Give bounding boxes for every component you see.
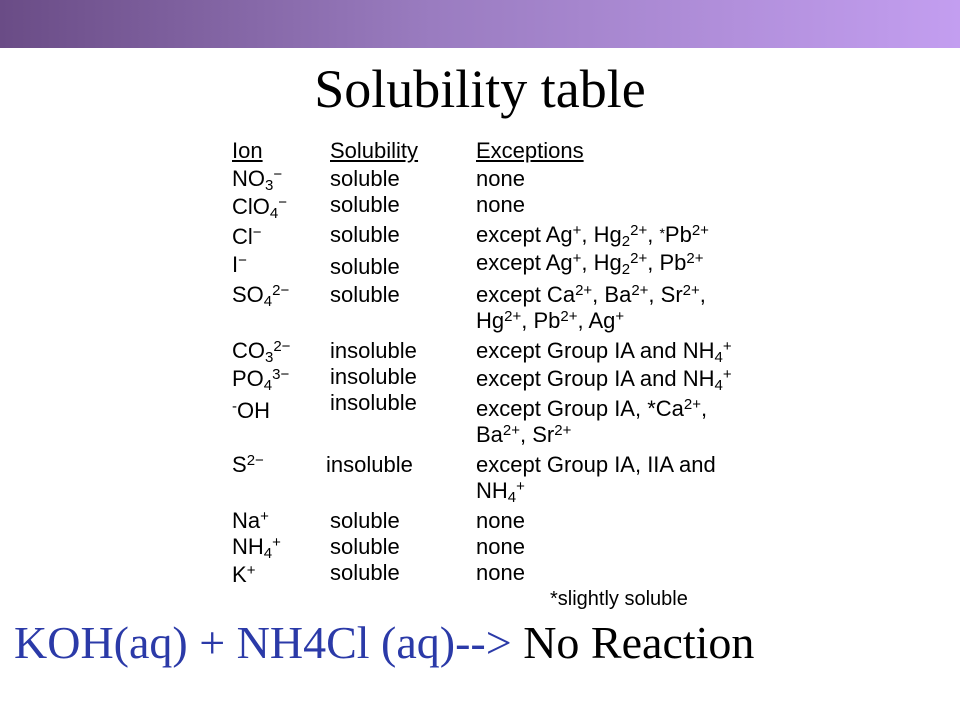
header-ion: Ion: [232, 138, 263, 163]
ion-sulfide: $S^{2-}$: [232, 452, 264, 477]
ion-potassium: K+: [232, 562, 256, 587]
solubility-phosphate: insoluble: [330, 364, 417, 389]
top-gradient-bar: [0, 0, 960, 48]
reaction-result: No Reaction: [523, 617, 755, 668]
exception-ammonium: none: [476, 534, 525, 559]
exception-potassium: none: [476, 560, 525, 585]
ion-sodium: Na+: [232, 508, 269, 533]
exception-perchlorate: none: [476, 192, 525, 217]
exception-hydroxide-line1: except Group IA, $*Ca^{2+}$,: [476, 396, 708, 421]
reaction-equation: KOH(aq) + NH4Cl (aq)-->: [14, 617, 512, 668]
solubility-iodide: soluble: [330, 254, 400, 279]
ion-iodide: I−: [232, 252, 247, 277]
exception-sodium: none: [476, 508, 525, 533]
ion-ammonium: $NH_4^+$: [232, 534, 281, 562]
exception-chloride: except Ag+, $Hg_2^{2+}$, $*Pb^{2+}$: [476, 222, 709, 250]
solubility-chloride: soluble: [330, 222, 400, 247]
ion-phosphate: $PO_4^{3-}$: [232, 366, 290, 394]
exception-sulfate-line2: $Hg^{2+}$, $Pb^{2+}$, Ag+: [476, 308, 625, 333]
ion-perchlorate: ClO$_4$−: [232, 194, 287, 222]
solubility-sulfate: soluble: [330, 282, 400, 307]
exception-sulfate-line1: except $Ca^{2+}$, $Ba^{2+}$, $Sr^{2+}$,: [476, 282, 706, 307]
solubility-perchlorate: soluble: [330, 192, 400, 217]
ion-chloride: Cl−: [232, 224, 262, 249]
solubility-carbonate: insoluble: [330, 338, 417, 363]
footnote: *slightly soluble: [550, 588, 688, 610]
solubility-table: [226, 136, 766, 612]
exception-carbonate: except Group IA and $NH_4^+$: [476, 338, 732, 366]
exception-iodide: except Ag+, $Hg_2^{2+}$, $Pb^{2+}$: [476, 250, 704, 278]
solubility-sulfide: insoluble: [326, 452, 413, 477]
solubility-ammonium: soluble: [330, 534, 400, 559]
solubility-nitrate: soluble: [330, 166, 400, 191]
reaction-line: [14, 616, 754, 669]
exception-phosphate: except Group IA and $NH_4^+$: [476, 366, 732, 394]
solubility-hydroxide: insoluble: [330, 390, 417, 415]
page-title: Solubility table: [314, 59, 646, 119]
solubility-potassium: soluble: [330, 560, 400, 585]
header-exceptions: Exceptions: [476, 138, 584, 163]
solubility-sodium: soluble: [330, 508, 400, 533]
header-solubility: Solubility: [330, 138, 419, 163]
exception-sulfide-line1: except Group IA, IIA and: [476, 452, 716, 477]
ion-nitrate: $NO_3^-$: [232, 166, 283, 194]
exception-sulfide-line2: $NH_4^+$: [476, 478, 525, 506]
exception-hydroxide-line2: $Ba^{2+}$, $Sr^{2+}$: [476, 422, 572, 447]
ion-sulfate: $SO_4^{2-}$: [232, 282, 290, 310]
exception-nitrate: none: [476, 166, 525, 191]
ion-carbonate: $CO_3^{2-}$: [232, 338, 291, 366]
ion-hydroxide: -OH: [232, 398, 270, 423]
